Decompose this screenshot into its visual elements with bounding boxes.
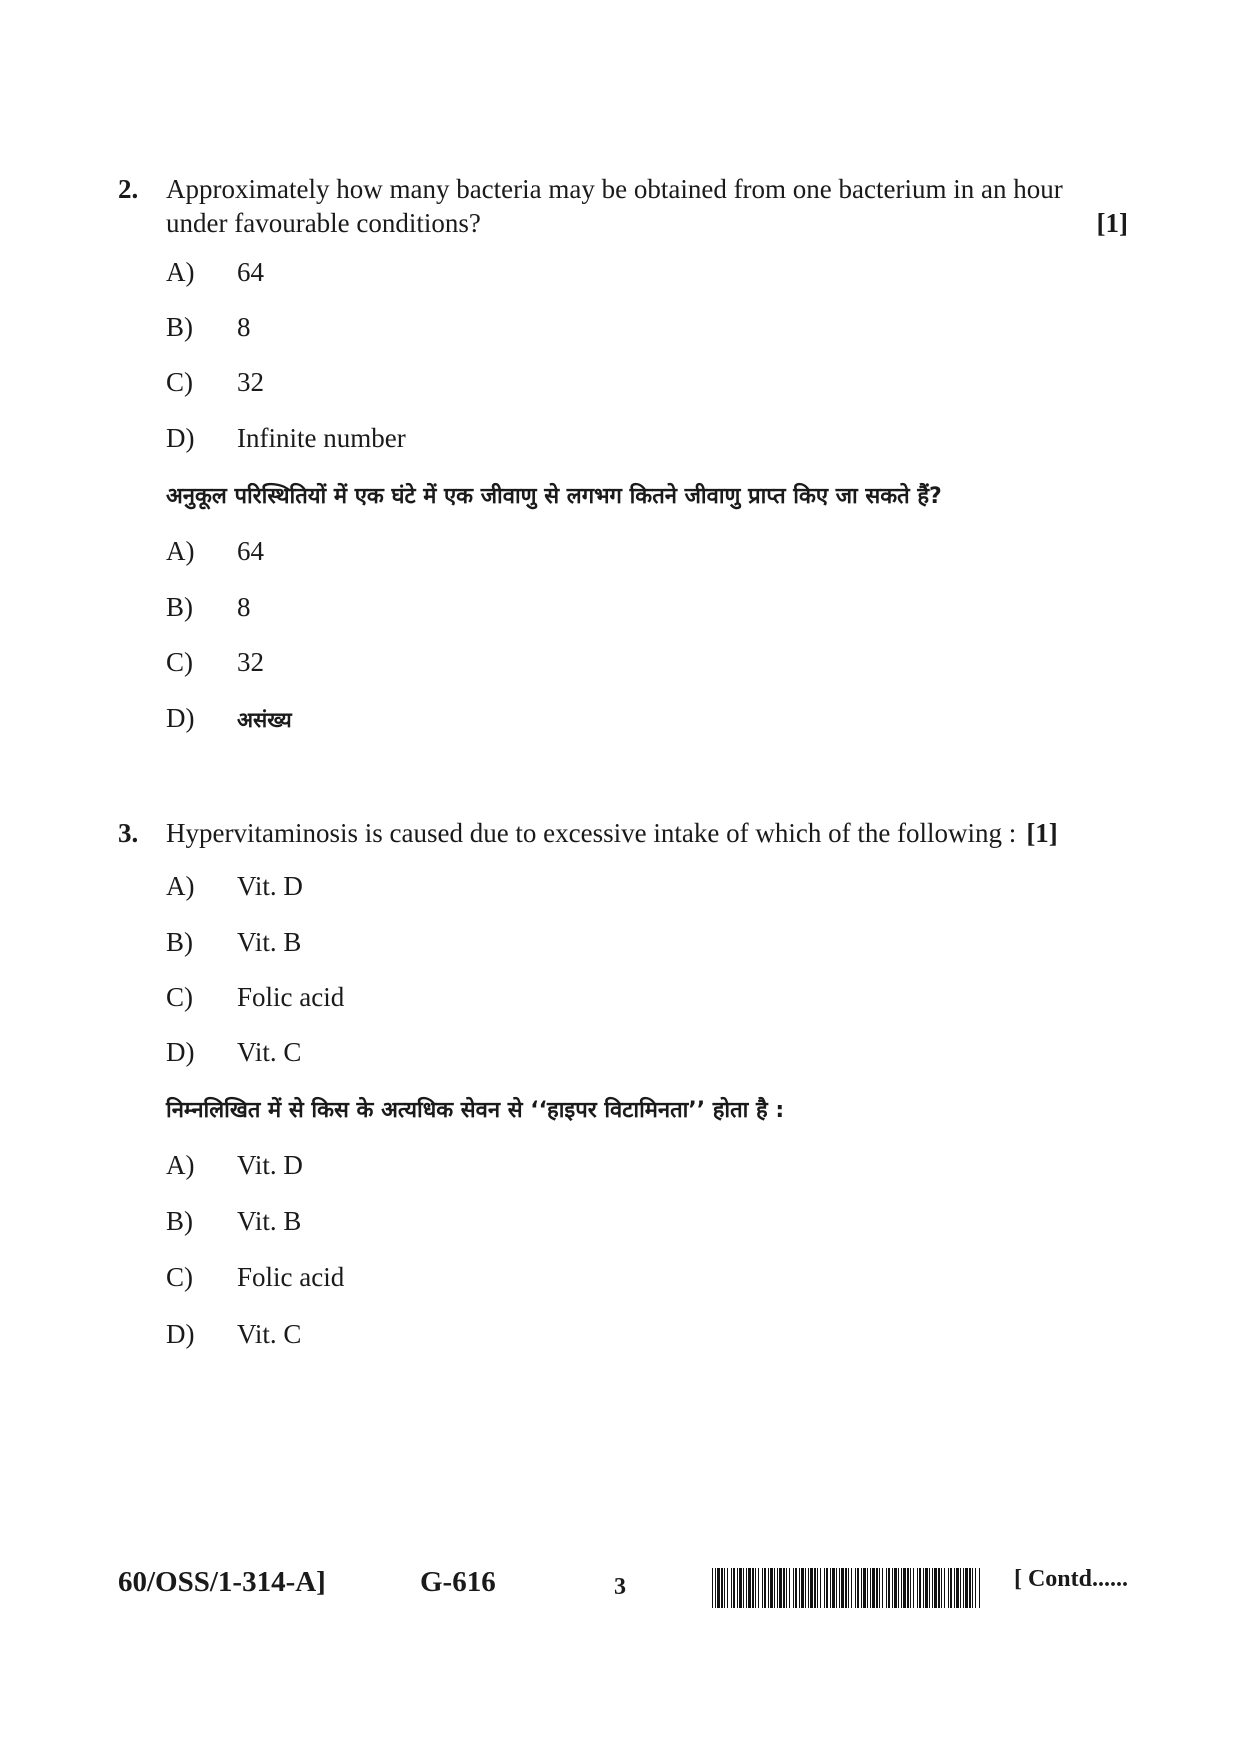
option-text: Vit. B (237, 927, 302, 957)
option-text: 64 (237, 536, 264, 566)
question-marks: [1] (1096, 208, 1128, 238)
option-label: C) (166, 982, 193, 1012)
option-b (166, 310, 251, 344)
option-d (166, 421, 406, 455)
option-label: A) (166, 1150, 195, 1180)
question-number: 2. (118, 174, 139, 204)
option-text: Folic acid (237, 1262, 345, 1292)
continued-label: [ Contd...... (1013, 1566, 1128, 1592)
question-text-line1: Approximately how many bacteria may be obtained from one bacterium in an hour (166, 174, 1063, 204)
option-text: 8 (237, 312, 251, 342)
question-2-hindi (118, 480, 1128, 510)
option-label: D) (166, 1037, 195, 1067)
option-a (166, 1148, 303, 1182)
option-c (166, 980, 344, 1014)
option-label: D) (166, 423, 195, 453)
option-label: C) (166, 647, 193, 677)
option-text: Vit. D (237, 1150, 303, 1180)
option-label: B) (166, 592, 193, 622)
question-text (166, 816, 1128, 850)
option-text: असंख्य (237, 708, 292, 732)
option-text: 8 (237, 592, 251, 622)
question-3-hindi (118, 1094, 1128, 1124)
option-a (166, 534, 264, 568)
option-text: Vit. C (237, 1319, 302, 1349)
option-text: Vit. D (237, 871, 303, 901)
page-number: 3 (614, 1574, 626, 1600)
option-label: B) (166, 927, 193, 957)
option-c (166, 365, 264, 399)
option-d (166, 1317, 301, 1351)
question-3-header (118, 816, 1128, 850)
option-label: D) (166, 1319, 195, 1349)
option-label: B) (166, 312, 193, 342)
barcode (712, 1568, 980, 1608)
option-text: 64 (237, 257, 264, 287)
option-text: Vit. C (237, 1037, 302, 1067)
question-number: 3. (118, 818, 139, 848)
option-text: Infinite number (237, 423, 406, 453)
question-marks: [1] (1026, 818, 1058, 848)
question-text-line2: under favourable conditions? (166, 208, 481, 238)
question-3 (118, 816, 1128, 850)
option-c (166, 1260, 344, 1294)
option-b (166, 590, 251, 624)
option-label: C) (166, 1262, 193, 1292)
question-text-body: Hypervitaminosis is caused due to excessive intake of which of the following : (166, 818, 1017, 848)
option-a (166, 255, 264, 289)
option-label: D) (166, 703, 195, 733)
option-text: 32 (237, 647, 264, 677)
page-footer (118, 1566, 1128, 1616)
option-text: Folic acid (237, 982, 345, 1012)
option-label: C) (166, 367, 193, 397)
option-b (166, 925, 301, 959)
hindi-question-text: अनुकूल परिस्थितियों में एक घंटे में एक जीवाणु से लगभग कितने जीवाणु प्राप्त किए जा सकते हैं? (166, 484, 942, 509)
option-text: Vit. B (237, 1206, 302, 1236)
option-d (166, 1035, 301, 1069)
option-label: A) (166, 257, 195, 287)
option-text: 32 (237, 367, 264, 397)
option-label: B) (166, 1206, 193, 1236)
option-b (166, 1204, 301, 1238)
hindi-question-text: निम्नलिखित में से किस के अत्यधिक सेवन से ‘‘हाइपर विटामिनता’’ होता है : (166, 1098, 785, 1123)
series-code: G-616 (420, 1566, 496, 1598)
option-a (166, 869, 303, 903)
option-label: A) (166, 871, 195, 901)
option-c (166, 645, 264, 679)
paper-code: 60/OSS/1-314-A] (118, 1566, 326, 1598)
option-d (166, 701, 292, 737)
option-label: A) (166, 536, 195, 566)
question-2 (118, 172, 1128, 240)
question-2-header (118, 172, 1128, 240)
